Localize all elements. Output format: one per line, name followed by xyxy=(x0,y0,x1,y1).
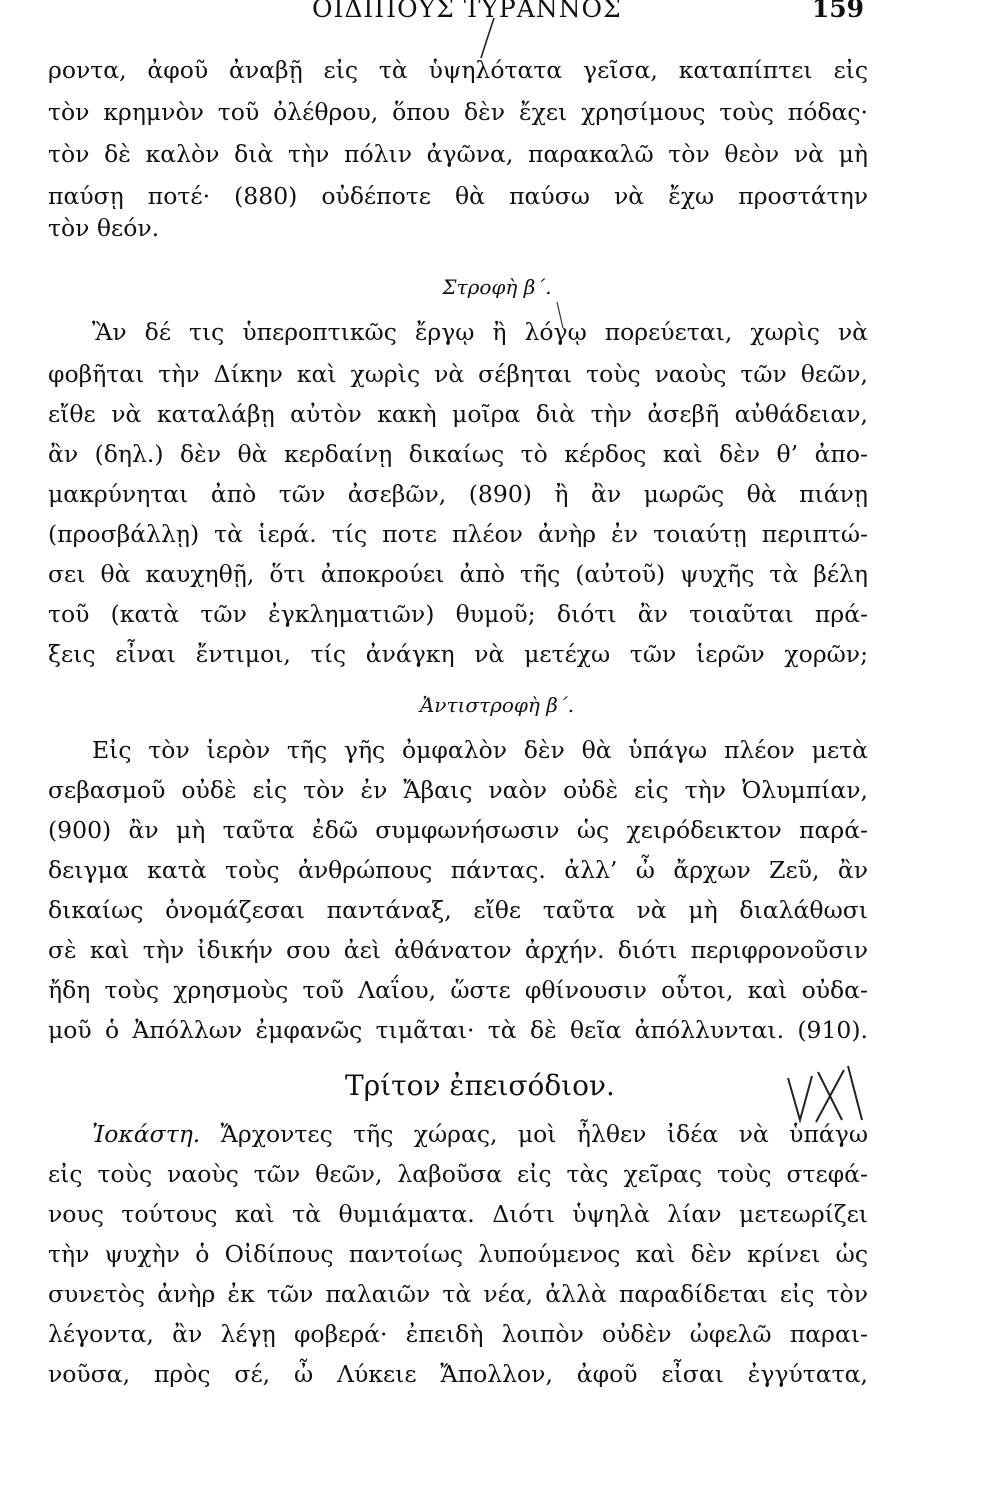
antistrophe-heading: Ἀντιστροφὴ β΄. xyxy=(419,693,575,717)
text-line: δικαίως ὀνομάζεσαι παντάναξ, εἴθε ταῦτα νὰ μὴ διαλάθωσι xyxy=(48,896,868,924)
speaker-name: Ἰοκάστη. xyxy=(92,1120,201,1148)
running-title: ΟΙΔΙΠΟΥΣ ΤΥΡΑΝΝΟΣ xyxy=(312,0,622,23)
text-line: νοῦσα, πρὸς σέ, ὦ Λύκειε Ἄπολλον, ἀφοῦ εἶσαι ἐγγύτατα, xyxy=(48,1360,868,1388)
text-line: νους τούτους καὶ τὰ θυμιάματα. Διότι ὑψηλὰ λίαν μετεωρίζει xyxy=(48,1200,868,1228)
text-line: ἂν (δηλ.) δὲν θὰ κερδαίνῃ δικαίως τὸ κέρδος καὶ δὲν θ’ ἀπο- xyxy=(48,440,868,468)
text-line: τὸν δὲ καλὸν διὰ τὴν πόλιν ἀγῶνα, παρακαλῶ τὸν θεὸν νὰ μὴ xyxy=(48,140,868,168)
text-line: συνετὸς ἀνὴρ ἐκ τῶν παλαιῶν τὰ νέα, ἀλλὰ παραδίδεται εἰς τὸν xyxy=(48,1280,868,1308)
text-line: σὲ καὶ τὴν ἰδικήν σου ἀεὶ ἀθάνατον ἀρχήν. διότι περιφρονοῦσιν xyxy=(48,936,868,964)
text-line: (900) ἂν μὴ ταῦτα ἐδῶ συμφωνήσωσιν ὡς χειρόδεικτον παρά- xyxy=(48,816,868,844)
text-line: τὸν κρημνὸν τοῦ ὀλέθρου, ὅπου δὲν ἔχει χρησίμους τοὺς πόδας· xyxy=(48,98,868,126)
text-line: σεβασμοῦ οὐδὲ εἰς τὸν ἐν Ἄβαις ναὸν οὐδὲ εἰς τὴν Ὀλυμπίαν, xyxy=(48,776,868,804)
text-line: ξεις εἶναι ἔντιμοι, τίς ἀνάγκη νὰ μετέχω τῶν ἱερῶν χορῶν; xyxy=(48,640,868,668)
text-line: Ἂν δέ τις ὑπεροπτικῶς ἔργῳ ἢ λόγῳ πορεύεται, χωρὶς νὰ xyxy=(92,318,868,346)
section-title: Τρίτον ἐπεισόδιον. xyxy=(345,1069,615,1102)
text-line: παύσῃ ποτέ· (880) οὐδέποτε θὰ παύσω νὰ ἔχω προστάτην xyxy=(48,182,868,210)
text-line: μοῦ ὁ Ἀπόλλων ἐμφανῶς τιμᾶται· τὰ δὲ θεῖα ἀπόλλυνται. (910). xyxy=(48,1016,868,1044)
text-line: τοῦ (κατὰ τῶν ἐγκληματιῶν) θυμοῦ; διότι ἂν τοιαῦται πρά- xyxy=(48,600,868,628)
text-line: (προσβάλλῃ) τὰ ἱερά. τίς ποτε πλέον ἀνὴρ ἐν τοιαύτῃ περιπτώ- xyxy=(48,520,868,548)
text-line xyxy=(92,1114,868,1154)
text-line: δειγμα κατὰ τοὺς ἀνθρώπους πάντας. ἀλλ’ ὦ ἄρχων Ζεῦ, ἂν xyxy=(48,856,868,884)
text-line: σει θὰ καυχηθῇ, ὅτι ἀποκρούει ἀπὸ τῆς (αὐτοῦ) ψυχῆς τὰ βέλη xyxy=(48,560,868,588)
text-line: μακρύνηται ἀπὸ τῶν ἀσεβῶν, (890) ἢ ἂν μωρῶς θὰ πιάνῃ xyxy=(48,480,868,508)
strophe-heading: Στροφὴ β΄. xyxy=(442,275,552,299)
text-line: τὸν θεόν. xyxy=(48,214,160,242)
text-line: φοβῆται τὴν Δίκην καὶ χωρὶς νὰ σέβηται τοὺς ναοὺς τῶν θεῶν, xyxy=(48,360,868,388)
page-number: 159 xyxy=(811,0,864,23)
text-line: εἴθε νὰ καταλάβῃ αὐτὸν κακὴ μοῖρα διὰ τὴν ἀσεβῆ αὐθάδειαν, xyxy=(48,400,868,428)
text-line: τὴν ψυχὴν ὁ Οἰδίπους παντοίως λυπούμενος καὶ δὲν κρίνει ὡς xyxy=(48,1240,868,1268)
text-line: ροντα, ἀφοῦ ἀναβῇ εἰς τὰ ὑψηλότατα γεῖσα, καταπίπτει εἰς xyxy=(48,56,868,84)
text-line: λέγοντα, ἂν λέγῃ φοβερά· ἐπειδὴ λοιπὸν οὐδὲν ὠφελῶ παραι- xyxy=(48,1320,868,1348)
text-line: ἤδη τοὺς χρησμοὺς τοῦ Λαΐου, ὥστε φθίνουσιν οὗτοι, καὶ οὐδα- xyxy=(48,976,868,1004)
text-line: Εἰς τὸν ἱερὸν τῆς γῆς ὀμφαλὸν δὲν θὰ ὑπάγω πλέον μετὰ xyxy=(92,736,868,764)
text-line: εἰς τοὺς ναοὺς τῶν θεῶν, λαβοῦσα εἰς τὰς χεῖρας τοὺς στεφά- xyxy=(48,1160,868,1188)
text-fragment: Ἄρχοντες τῆς χώρας, μοὶ ἦλθεν ἰδέα νὰ ὑπάγω xyxy=(220,1120,868,1148)
